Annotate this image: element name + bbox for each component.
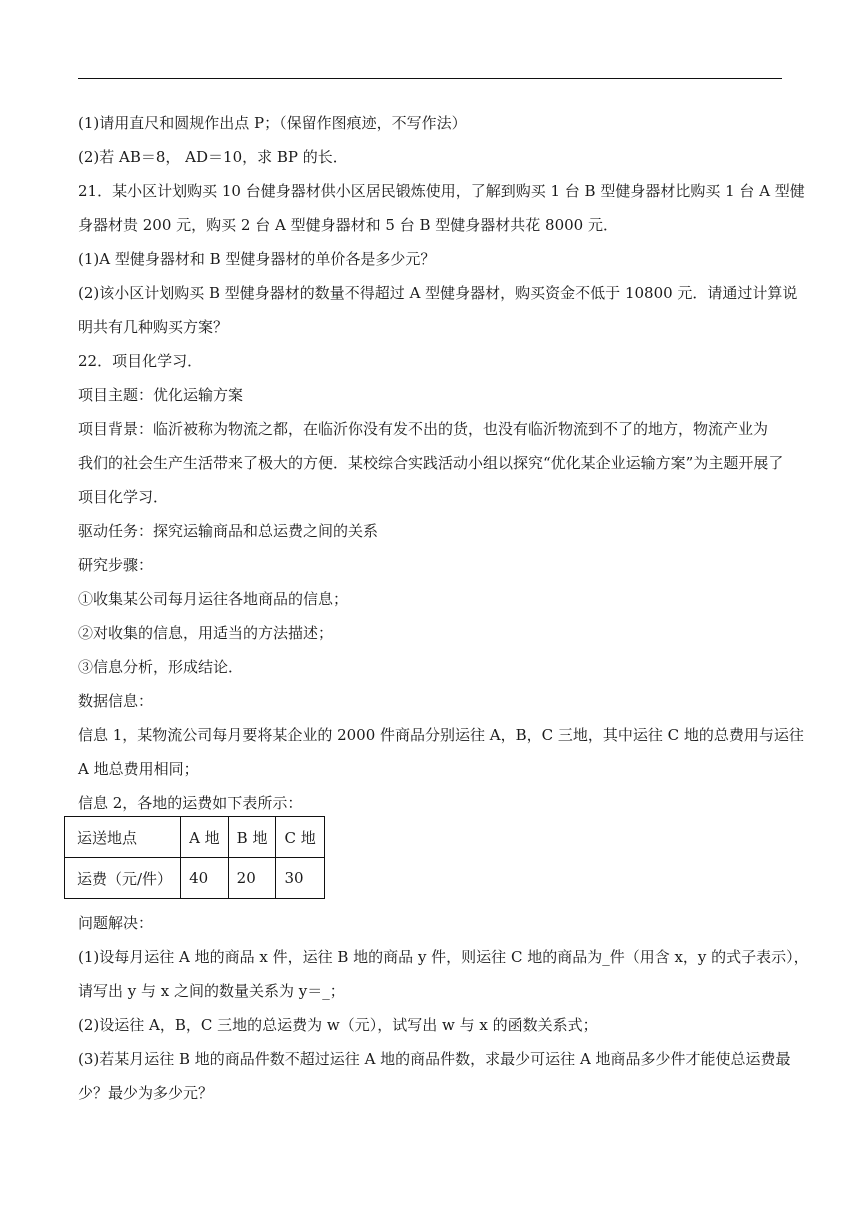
table-cell: B 地 (228, 817, 276, 858)
freight-table (64, 816, 325, 899)
text-line: 驱动任务：探究运输商品和总运费之间的关系 (78, 522, 379, 540)
table-cell: 运费（元/件） (65, 858, 181, 899)
text-line: (2)该小区计划购买 B 型健身器材的数量不得超过 A 型健身器材，购买资金不低于 10800 元．请通过计算说 (78, 284, 798, 302)
table-cell: 20 (228, 858, 276, 899)
table-cell: 40 (181, 858, 229, 899)
table-cell: C 地 (276, 817, 324, 858)
text-line: 信息 1，某物流公司每月要将某企业的 2000 件商品分别运往 A，B，C 三地，其中运往 C 地的总费用与运往 (78, 726, 804, 744)
table-cell: 30 (276, 858, 324, 899)
text-line: 信息 2，各地的运费如下表所示： (78, 794, 303, 812)
text-line: 21．某小区计划购买 10 台健身器材供小区居民锻炼使用，了解到购买 1 台 B 型健身器材比购买 1 台 A 型健 (78, 182, 805, 200)
table-row (65, 858, 325, 899)
text-line: 明共有几种购买方案？ (78, 318, 229, 336)
table-row (65, 817, 325, 858)
text-line: 身器材贵 200 元，购买 2 台 A 型健身器材和 5 台 B 型健身器材共花 8000 元． (78, 216, 618, 234)
text-line: 项目化学习． (78, 488, 169, 506)
text-line: (2)设运往 A，B，C 三地的总运费为 w（元），试写出 w 与 x 的函数关系式； (78, 1016, 598, 1034)
text-line: 数据信息： (78, 692, 154, 710)
text-line: 研究步骤： (78, 556, 154, 574)
text-line: ①收集某公司每月运往各地商品的信息； (78, 590, 349, 608)
text-line: 问题解决： (78, 914, 154, 932)
text-line: 项目主题：优化运输方案 (78, 386, 244, 404)
text-line: (1)设每月运往 A 地的商品 x 件，运往 B 地的商品 y 件，则运往 C 地的商品为_件（用含 x，y 的式子表示）， (78, 948, 809, 966)
text-line: ②对收集的信息，用适当的方法描述； (78, 624, 334, 642)
header-rule (78, 78, 782, 79)
text-line: 项目背景：临沂被称为物流之都，在临沂你没有发不出的货，也没有临沂物流到不了的地方，物流产业为 (78, 420, 769, 438)
text-line: (1)A 型健身器材和 B 型健身器材的单价各是多少元？ (78, 250, 436, 268)
text-line: 我们的社会生产生活带来了极大的方便．某校综合实践活动小组以探究“优化某企业运输方案”为主题开展了 (78, 454, 784, 472)
text-line: 请写出 y 与 x 之间的数量关系为 y＝_； (78, 982, 345, 1000)
text-line: ③信息分析，形成结论． (78, 658, 244, 676)
table-cell: A 地 (181, 817, 229, 858)
text-line: A 地总费用相同； (78, 760, 199, 778)
text-line: (2)若 AB＝8， AD＝10，求 BP 的长． (78, 148, 348, 166)
table-cell: 运送地点 (65, 817, 181, 858)
text-line: (1)请用直尺和圆规作出点 P；（保留作图痕迹，不写作法） (78, 114, 467, 132)
text-line: 少？最少为多少元？ (78, 1084, 214, 1102)
text-line: (3)若某月运往 B 地的商品件数不超过运往 A 地的商品件数，求最少可运往 A 地商品多少件才能使总运费最 (78, 1050, 791, 1068)
text-line: 22．项目化学习． (78, 352, 203, 370)
